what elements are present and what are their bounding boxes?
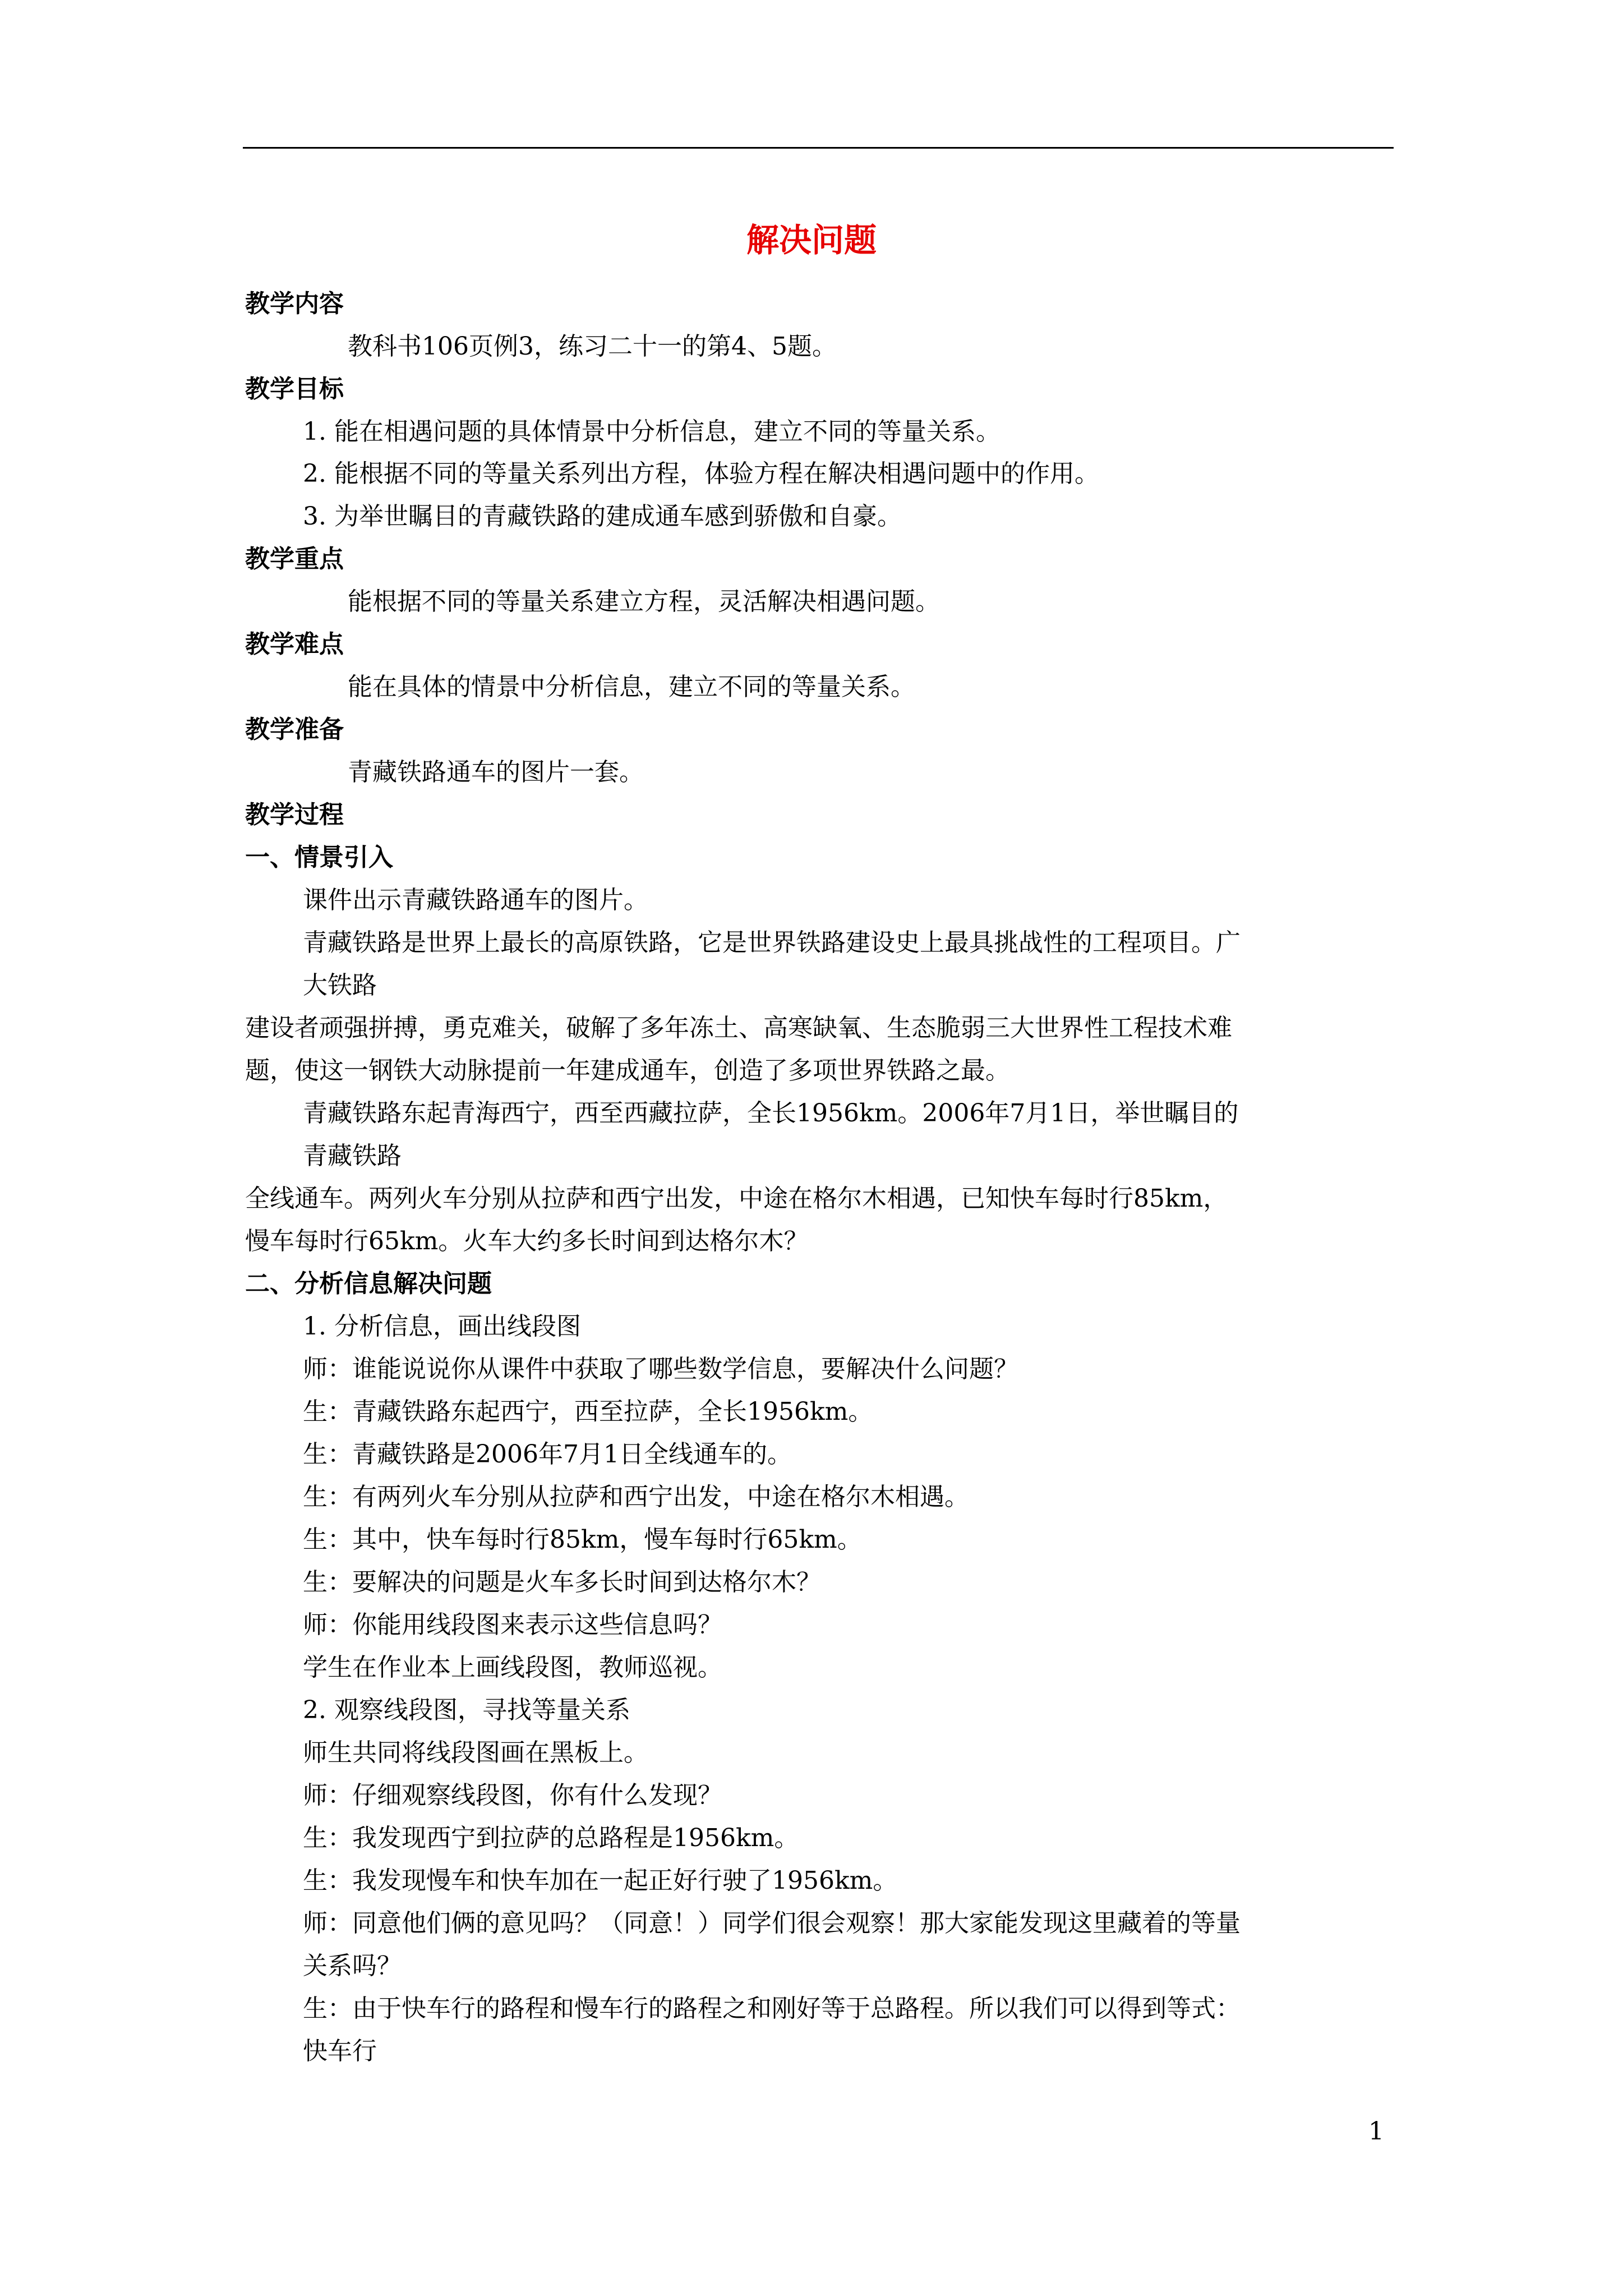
goal-item: 3. 为举世瞩目的青藏铁路的建成通车感到骄傲和自豪。 bbox=[303, 502, 902, 531]
paragraph-line: 师：同意他们俩的意见吗？（同意！）同学们很会观察！那大家能发现这里藏着的等量 bbox=[303, 1909, 1241, 1938]
paragraph-line: 生：我发现慢车和快车加在一起正好行驶了1956km。 bbox=[303, 1866, 898, 1895]
heading-difficulties: 教学难点 bbox=[245, 630, 344, 659]
heading-preparation: 教学准备 bbox=[245, 715, 344, 744]
paragraph-line: 大铁路 bbox=[303, 971, 377, 1000]
goal-item: 1. 能在相遇问题的具体情景中分析信息，建立不同的等量关系。 bbox=[303, 417, 1000, 446]
goal-item: 2. 能根据不同的等量关系列出方程，体验方程在解决相遇问题中的作用。 bbox=[303, 459, 1099, 488]
heading-part1: 一、情景引入 bbox=[245, 843, 393, 872]
paragraph-line: 师：谁能说说你从课件中获取了哪些数学信息，要解决什么问题？ bbox=[303, 1355, 1018, 1383]
paragraph-line: 青藏铁路是世界上最长的高原铁路，它是世界铁路建设史上最具挑战性的工程项目。广 bbox=[303, 928, 1241, 957]
paragraph-line: 青藏铁路 bbox=[303, 1142, 402, 1170]
paragraph-line: 建设者顽强拼搏，勇克难关，破解了多年冻土、高寒缺氧、生态脆弱三大世界性工程技术难 bbox=[245, 1014, 1232, 1042]
paragraph-line: 生：由于快车行的路程和慢车行的路程之和刚好等于总路程。所以我们可以得到等式： bbox=[303, 1994, 1241, 2023]
heading-part2: 二、分析信息解决问题 bbox=[245, 1269, 492, 1298]
heading-process: 教学过程 bbox=[245, 800, 344, 829]
paragraph-line: 学生在作业本上画线段图，教师巡视。 bbox=[303, 1653, 722, 1682]
heading-key-points: 教学重点 bbox=[245, 545, 344, 573]
paragraph-line: 课件出示青藏铁路通车的图片。 bbox=[303, 886, 648, 914]
paragraph-line: 生：其中，快车每时行85km，慢车每时行65km。 bbox=[303, 1525, 862, 1554]
paragraph-line: 快车行 bbox=[303, 2037, 377, 2065]
document-title: 解决问题 bbox=[746, 221, 877, 259]
paragraph-line: 生：我发现西宁到拉萨的总路程是1956km。 bbox=[303, 1824, 799, 1852]
paragraph-line: 师：你能用线段图来表示这些信息吗？ bbox=[303, 1611, 722, 1639]
difficulties-text: 能在具体的情景中分析信息，建立不同的等量关系。 bbox=[348, 673, 915, 701]
header-rule bbox=[243, 147, 1394, 149]
paragraph-line: 师生共同将线段图画在黑板上。 bbox=[303, 1738, 648, 1767]
paragraph-line: 1. 分析信息，画出线段图 bbox=[303, 1312, 581, 1341]
heading-goals: 教学目标 bbox=[245, 375, 344, 403]
paragraph-line: 题，使这一钢铁大动脉提前一年建成通车，创造了多项世界铁路之最。 bbox=[245, 1056, 1010, 1085]
content-text: 教科书106页例3，练习二十一的第4、5题。 bbox=[348, 332, 837, 361]
paragraph-line: 师：仔细观察线段图，你有什么发现？ bbox=[303, 1781, 722, 1810]
paragraph-line: 关系吗？ bbox=[303, 1952, 402, 1980]
paragraph-line: 慢车每时行65km。火车大约多长时间到达格尔木？ bbox=[245, 1227, 809, 1255]
paragraph-line: 2. 观察线段图，寻找等量关系 bbox=[303, 1696, 630, 1724]
heading-content: 教学内容 bbox=[245, 289, 344, 318]
page-number: 1 bbox=[1368, 2117, 1384, 2146]
paragraph-line: 生：要解决的问题是火车多长时间到达格尔木？ bbox=[303, 1568, 821, 1596]
paragraph-line: 生：青藏铁路是2006年7月1日全线通车的。 bbox=[303, 1440, 792, 1469]
paragraph-line: 全线通车。两列火车分别从拉萨和西宁出发，中途在格尔木相遇，已知快车每时行85km， bbox=[245, 1184, 1228, 1213]
paragraph-line: 青藏铁路东起青海西宁，西至西藏拉萨，全长1956km。2006年7月1日，举世瞩目的 bbox=[303, 1099, 1239, 1128]
paragraph-line: 生：有两列火车分别从拉萨和西宁出发，中途在格尔木相遇。 bbox=[303, 1483, 969, 1511]
preparation-text: 青藏铁路通车的图片一套。 bbox=[348, 758, 644, 786]
key-points-text: 能根据不同的等量关系建立方程，灵活解决相遇问题。 bbox=[348, 587, 940, 616]
paragraph-line: 生：青藏铁路东起西宁，西至拉萨，全长1956km。 bbox=[303, 1397, 873, 1426]
